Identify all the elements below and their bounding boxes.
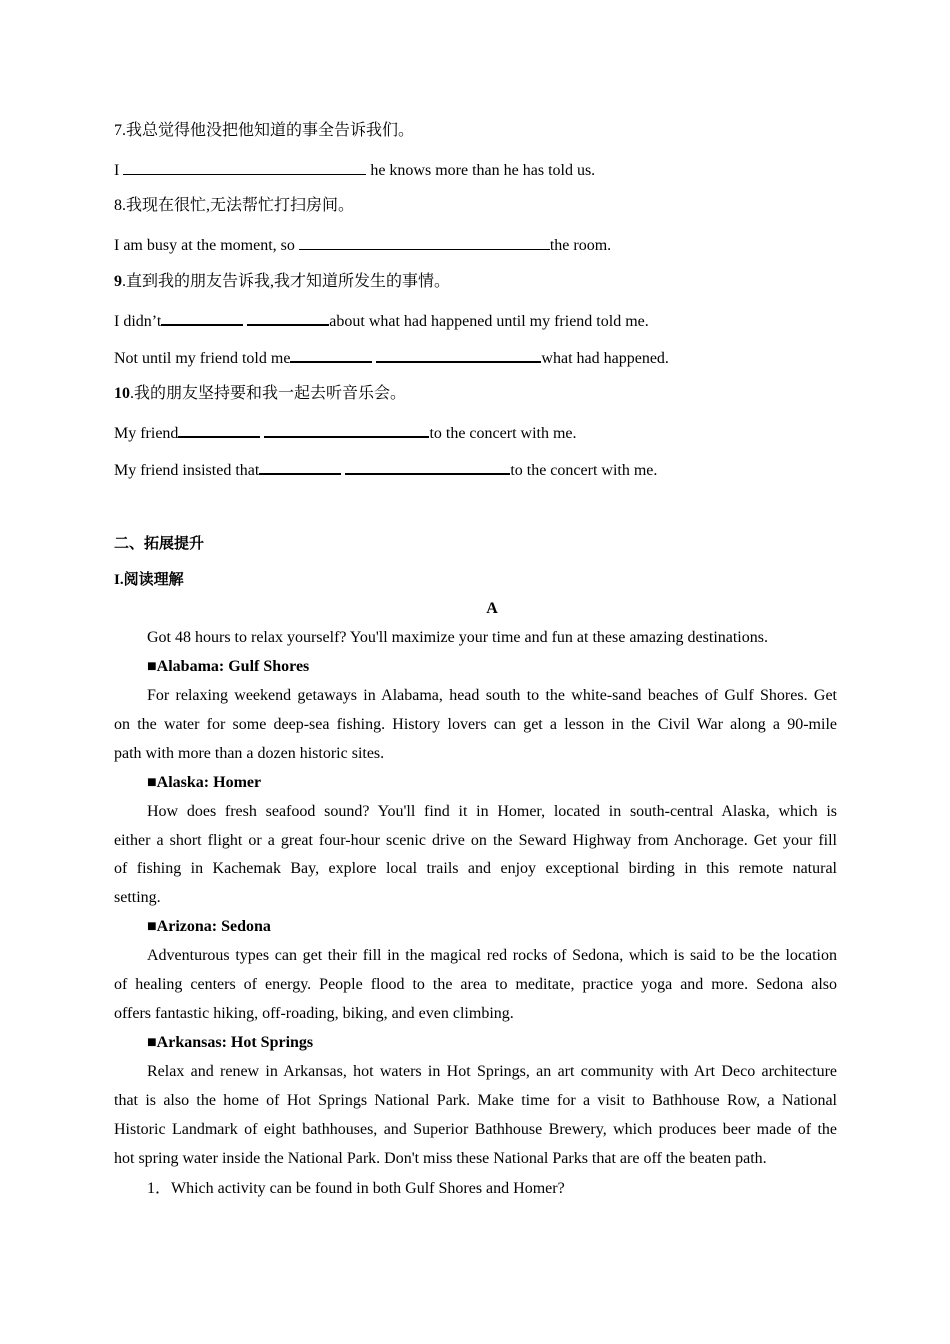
item-10b-suffix: to the concert with me. [510,462,658,479]
item-8-english [114,234,611,256]
item-10-number: 10 [114,385,130,402]
section-subtitle: I.阅读理解 [114,572,184,588]
item-10a-blank-1[interactable] [178,421,260,438]
item-9-chinese [114,272,450,292]
item-10-english-a [114,421,577,444]
item-9b-blank-2[interactable] [376,346,541,363]
item-8-prefix: I am busy at the moment, so [114,237,299,254]
item-9b-prefix: Not until my friend told me [114,350,291,367]
section-title: 二、拓展提升 [114,534,205,552]
item-10b-prefix: My friend insisted that [114,462,260,479]
arkansas-line-4: hot spring water inside the National Park. Don't miss these National Parks that are off the beaten path. [114,1150,767,1167]
passage-letter: A [486,600,498,617]
alabama-line-1: For relaxing weekend getaways in Alabama, head south to the white-sand beaches of Gulf Shores. Get [147,687,837,704]
item-7-suffix: he knows more than he has told us. [366,162,596,179]
arizona-line-3: offers fantastic hiking, off-roading, biking, and even climbing. [114,1005,514,1022]
item-10b-blank-1[interactable] [259,458,341,475]
heading-alabama: ■Alabama: Gulf Shores [147,658,310,675]
alaska-line-4: setting. [114,889,161,906]
alaska-line-3: of fishing in Kachemak Bay, explore local trails and enjoy exceptional birding in this remote natural [114,860,837,877]
item-9b-blank-1[interactable] [290,346,372,363]
heading-arizona: ■Arizona: Sedona [147,918,271,935]
item-9a-blank-2[interactable] [247,309,329,326]
item-10b-blank-2[interactable] [345,458,510,475]
alabama-line-3: path with more than a dozen historic sites. [114,745,385,762]
arkansas-line-2: that is also the home of Hot Springs National Park. Make time for a visit to Bathhouse Row, a National [114,1092,837,1109]
arkansas-line-3: Historic Landmark of eight bathhouses, and Superior Bathhouse Brewery, which produces beer made of the [114,1121,837,1138]
item-9-english-b [114,346,669,369]
item-9b-suffix: what had happened. [541,350,669,367]
item-7-prefix: I [114,162,124,179]
item-8-chinese: 8.我现在很忙,无法帮忙打扫房间。 [114,197,355,214]
item-10-text: .我的朋友坚持要和我一起去听音乐会。 [130,385,407,402]
heading-arkansas: ■Arkansas: Hot Springs [147,1034,314,1051]
item-10a-suffix: to the concert with me. [429,425,577,442]
item-10a-prefix: My friend [114,425,179,442]
item-8-blank[interactable] [299,234,550,250]
item-9-text: .直到我的朋友告诉我,我才知道所发生的事情。 [122,273,451,290]
item-10a-blank-2[interactable] [264,421,429,438]
alabama-line-2: on the water for some deep-sea fishing. History lovers can get a lesson in the Civil War along a 90-mile [114,716,837,733]
item-10-chinese [114,384,406,404]
question-1: 1．Which activity can be found in both Gulf Shores and Homer? [147,1180,565,1197]
item-9-english-a [114,309,649,332]
item-7-blank[interactable] [123,159,366,175]
item-9-number: 9 [114,273,122,290]
item-7-english [114,159,595,181]
passage-intro: Got 48 hours to relax yourself? You'll maximize your time and fun at these amazing destinations. [147,629,768,646]
item-9a-suffix: about what had happened until my friend told me. [329,313,649,330]
arizona-line-1: Adventurous types can get their fill in the magical red rocks of Sedona, which is said to be the location [147,947,837,964]
item-9a-prefix: I didn’t [114,313,162,330]
alaska-line-2: either a short flight or a great four-hour scenic drive on the Seward Highway from Anchorage. Get your fill [114,832,837,849]
item-7-chinese: 7.我总觉得他没把他知道的事全告诉我们。 [114,122,415,139]
item-8-suffix: the room. [549,237,612,254]
heading-alaska: ■Alaska: Homer [147,774,262,791]
arkansas-line-1: Relax and renew in Arkansas, hot waters in Hot Springs, an art community with Art Deco architecture [147,1063,837,1080]
item-9a-blank-1[interactable] [161,309,243,326]
arizona-line-2: of healing centers of energy. People flood to the area to meditate, practice yoga and more. Sedona also [114,976,837,993]
item-10-english-b [114,458,657,481]
alaska-line-1: How does fresh seafood sound? You'll find it in Homer, located in south-central Alaska, which is [147,803,837,820]
